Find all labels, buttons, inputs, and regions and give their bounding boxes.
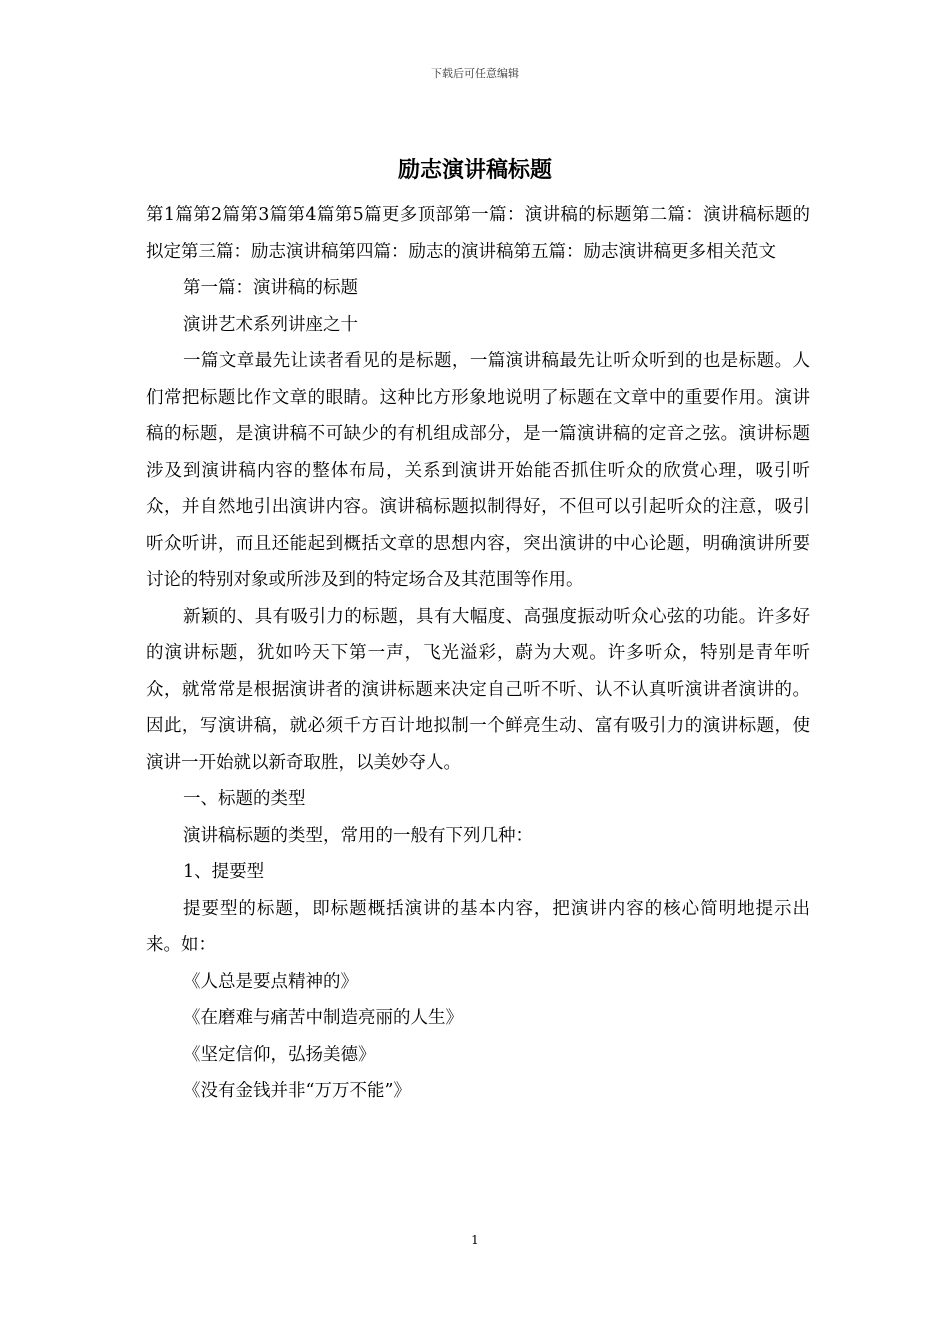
document-body bbox=[146, 197, 810, 1110]
section-heading: 第一篇：演讲稿的标题 bbox=[183, 278, 358, 298]
page-number: 1 bbox=[471, 1233, 479, 1247]
example-title: 《在磨难与痛苦中制造亮丽的人生》 bbox=[183, 1008, 463, 1028]
example-title: 《坚定信仰，弘扬美德》 bbox=[183, 1044, 376, 1065]
example-title: 《没有金钱并非“万万不能”》 bbox=[183, 1081, 411, 1101]
document-title: 励志演讲稿标题 bbox=[397, 157, 552, 183]
paragraph: 演讲稿标题的类型，常用的一般有下列几种： bbox=[183, 825, 533, 846]
paragraph-toc: 第1篇第2篇第3篇第4篇第5篇更多顶部第一篇：演讲稿的标题第二篇：演讲稿标题的拟定第三篇：励志演讲稿第四篇：励志的演讲稿第五篇：励志演讲稿更多相关范文 bbox=[146, 205, 810, 262]
page-header: 下载后可任意编辑 bbox=[431, 67, 519, 80]
subsection-heading: 1、提要型 bbox=[183, 862, 265, 882]
section-heading: 一、标题的类型 bbox=[183, 789, 306, 809]
paragraph: 提要型的标题，即标题概括演讲的基本内容，把演讲内容的核心简明地提示出来。如： bbox=[146, 898, 810, 955]
paragraph: 一篇文章最先让读者看见的是标题，一篇演讲稿最先让听众听到的也是标题。人们常把标题比作文章的眼睛。这种比方形象地说明了标题在文章中的重要作用。演讲稿的标题，是演讲稿不可缺少的有机组成部分，是一篇演讲稿的定音之弦。演讲标题涉及到演讲稿内容的整体布局，关系到演讲开始能否抓住听众的欣赏心理，吸引听众，并自然地引出演讲内容。演讲稿标题拟制得好，不但可以引起听众的注意，吸引听众听讲，而且还能起到概括文章的思想内容，突出演讲的中心论题，明确演讲所要讨论的特别对象或所涉及到的特定场合及其范围等作用。 bbox=[146, 351, 810, 590]
paragraph: 新颖的、具有吸引力的标题，具有大幅度、高强度振动听众心弦的功能。许多好的演讲标题，犹如吟天下第一声，飞光溢彩，蔚为大观。许多听众，特别是青年听众，就常常是根据演讲者的演讲标题来决定自己听不听、认不认真听演讲者演讲的。因此，写演讲稿，就必须千方百计地拟制一个鲜亮生动、富有吸引力的演讲标题，使演讲一开始就以新奇取胜，以美妙夺人。 bbox=[146, 606, 810, 773]
subtitle: 演讲艺术系列讲座之十 bbox=[183, 314, 358, 335]
example-title: 《人总是要点精神的》 bbox=[183, 971, 358, 992]
